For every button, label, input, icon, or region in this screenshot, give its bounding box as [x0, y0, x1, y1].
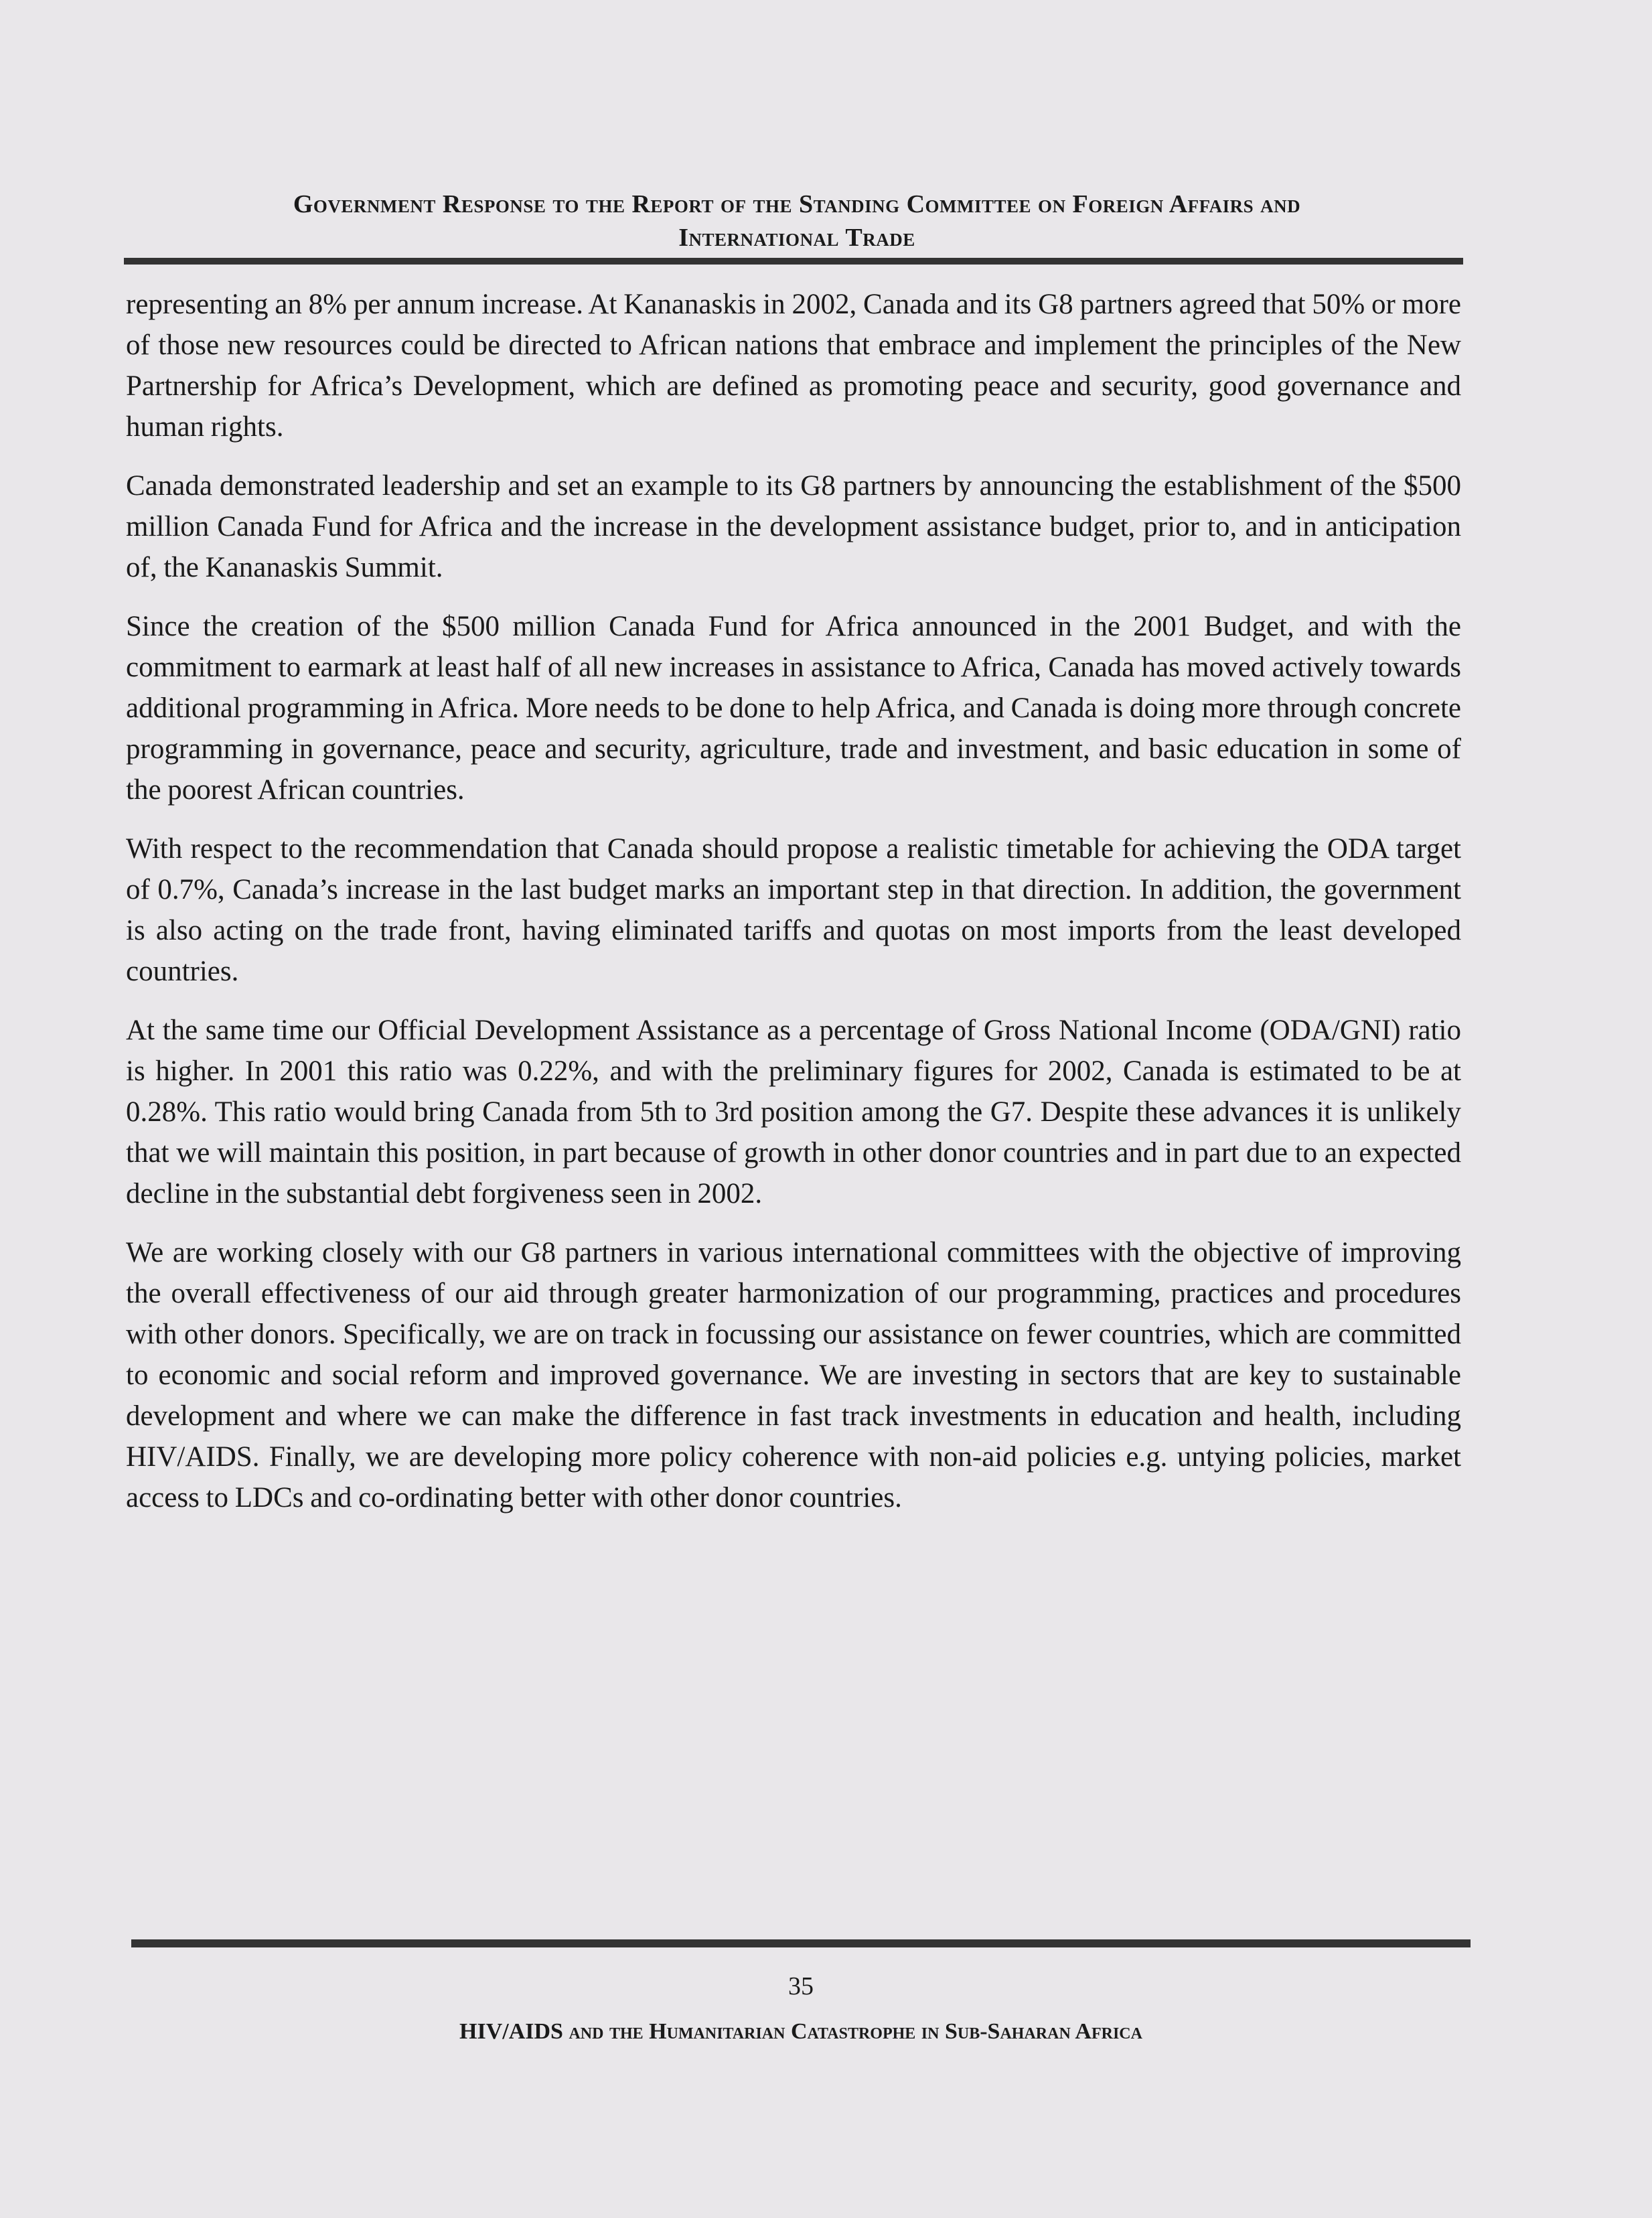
footer-rule [131, 1939, 1471, 1947]
body-text [126, 284, 1461, 1536]
paragraph-6: We are working closely with our G8 partners in various international committees with the objective of improving the overall effectiveness of our aid through greater harmonization of our programming, practices and procedures with other donors. Specifically, we are on track in focussing our assistance on fewer countries, which are committed to economic and social reform and improved governance. We are investing in sectors that are key to sustainable development and where we can make the difference in fast track investments in education and health, including HIV/AIDS. Finally, we are developing more policy coherence with non-aid policies e.g. untying policies, market access to LDCs and co-ordinating better with other donor countries. [126, 1237, 1461, 1513]
page-number: 35 [788, 1972, 814, 2000]
running-header-line-2: International Trade [678, 224, 915, 252]
paragraph-4: With respect to the recommendation that Canada should propose a realistic timetable for achieving the ODA target of 0.7%, Canada’s increase in the last budget marks an important step in that direction. In addition, the government is also acting on the trade front, having eliminated tariffs and quotas on most imports from the least developed countries. [126, 833, 1461, 987]
running-header-line-1: Government Response to the Report of the Standing Committee on Foreign Affairs and [293, 190, 1301, 218]
paragraph-1: representing an 8% per annum increase. At Kananaskis in 2002, Canada and its G8 partners agreed that 50% or more of those new resources could be directed to African nations that embrace and implement the principles of the New Partnership for Africa’s Development, which are defined as promoting peace and security, good governance and human rights. [126, 289, 1461, 443]
paragraph-3: Since the creation of the $500 million Canada Fund for Africa announced in the 2001 Budget, and with the commitment to earmark at least half of all new increases in assistance to Africa, Canada has moved actively towards additional programming in Africa. More needs to be done to help Africa, and Canada is doing more through concrete programming in governance, peace and security, agriculture, trade and investment, and basic education in some of the poorest African countries. [126, 611, 1461, 806]
running-header [127, 188, 1467, 254]
paragraph-2: Canada demonstrated leadership and set an example to its G8 partners by announcing the establishment of the $500 million Canada Fund for Africa and the increase in the development assistance budget, prior to, and in anticipation of, the Kananaskis Summit. [126, 470, 1461, 583]
running-footer: HIV/AIDS and the Humanitarian Catastrophe in Sub-Saharan Africa [459, 2019, 1142, 2044]
header-rule [124, 258, 1463, 265]
paragraph-5: At the same time our Official Development Assistance as a percentage of Gross National Income (ODA/GNI) ratio is higher. In 2001 this ratio was 0.22%, and with the preliminary figures for 2002, Canada is estimated to be at 0.28%. This ratio would bring Canada from 5th to 3rd position among the G7. Despite these advances it is unlikely that we will maintain this position, in part because of growth in other donor countries and in part due to an expected decline in the substantial debt forgiveness seen in 2002. [126, 1015, 1461, 1209]
